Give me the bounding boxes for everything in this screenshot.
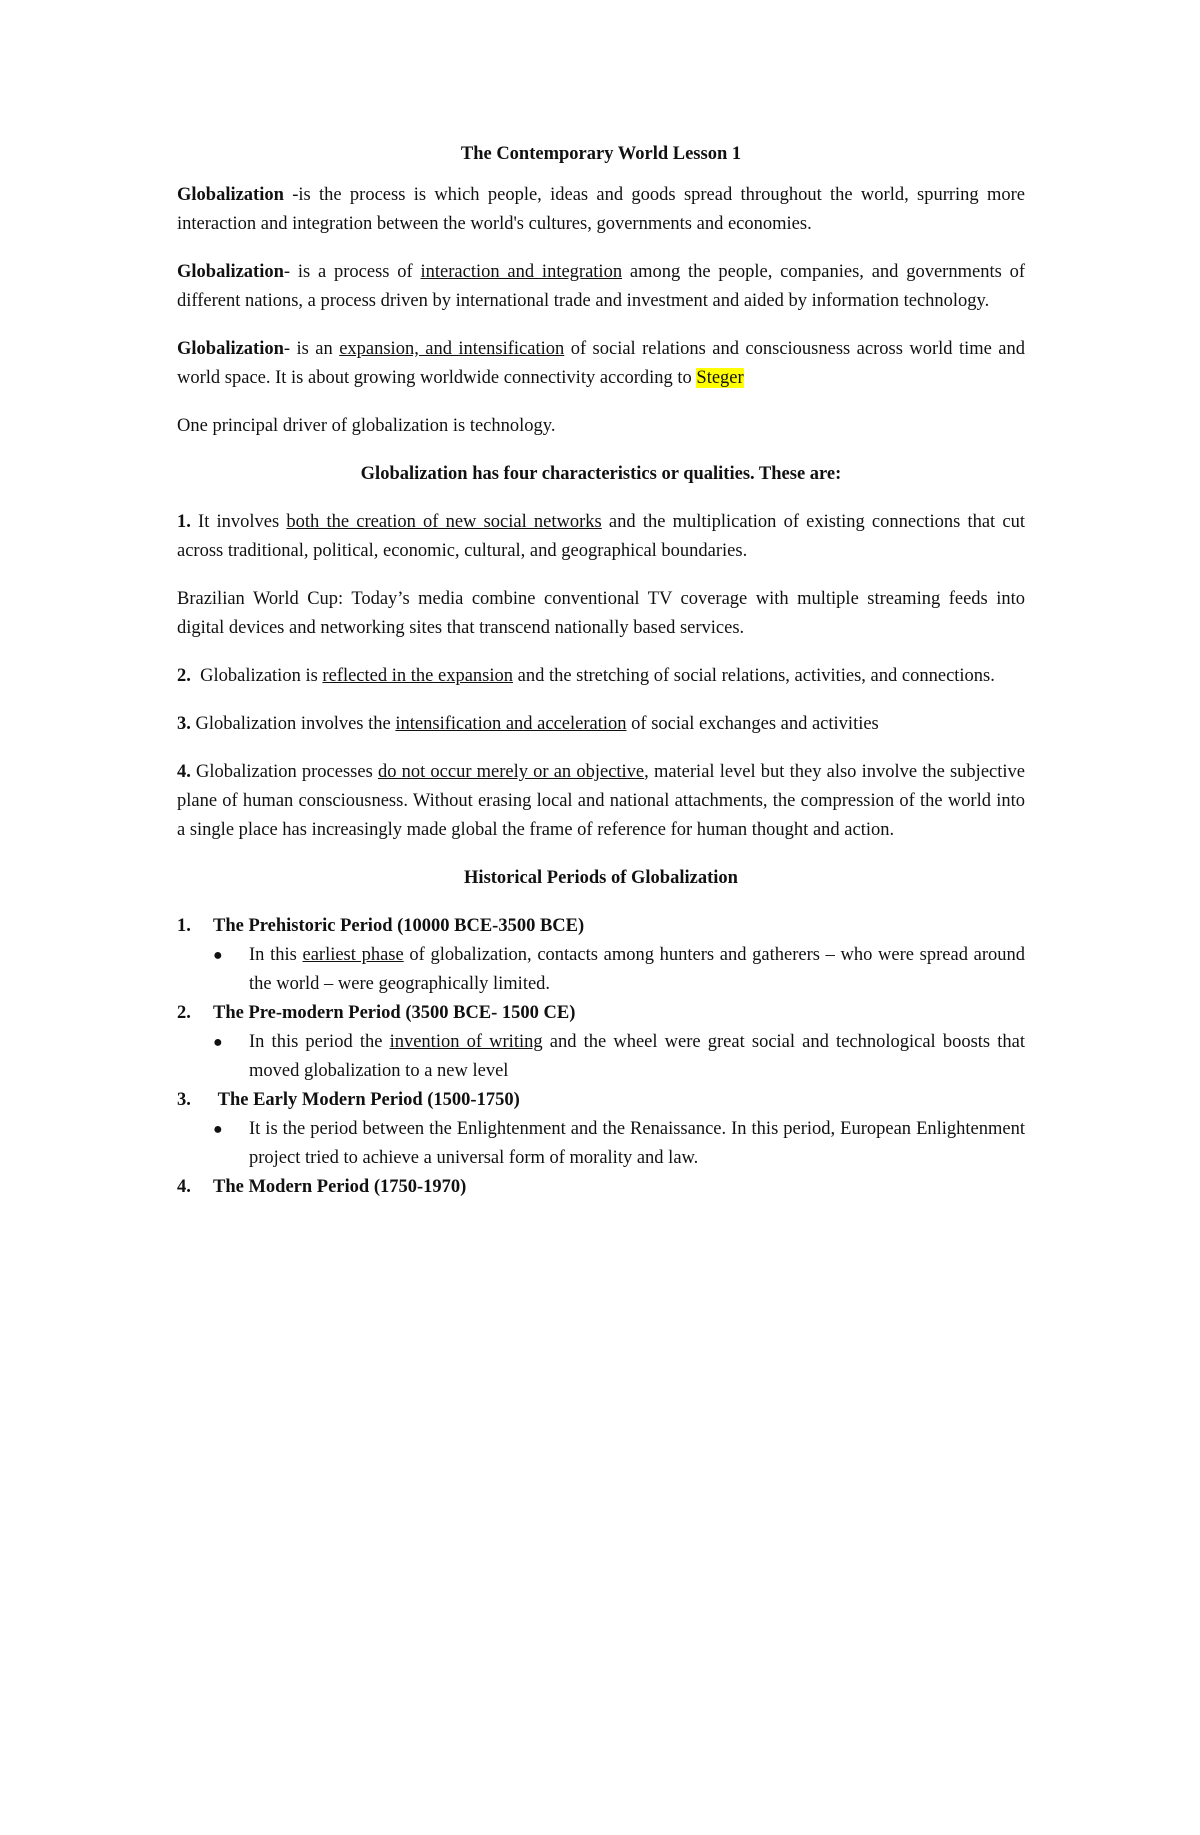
underlined-phrase: invention of writing	[389, 1032, 543, 1052]
underlined-phrase: interaction and integration	[420, 262, 623, 282]
document-page	[177, 140, 1025, 1202]
period-number: 4.	[177, 1177, 191, 1197]
bullet-icon: ●	[213, 1034, 223, 1051]
definition-text: -is the process is which people, ideas and goods spread throughout the world, spurring more interaction and integration between the world's cultures, governments and economies.	[177, 185, 1025, 234]
period-item	[177, 1173, 1025, 1202]
period-title	[177, 1086, 1025, 1115]
characteristic-number: 2.	[177, 666, 191, 686]
period-bullet	[213, 1115, 1025, 1173]
period-bullets	[177, 941, 1025, 999]
period-bullet	[213, 1028, 1025, 1086]
characteristic-number: 4.	[177, 762, 191, 782]
underlined-phrase: expansion, and intensification	[339, 339, 565, 359]
periods-heading: Historical Periods of Globalization	[464, 868, 738, 888]
characteristic-text: It involves	[190, 512, 287, 532]
bullet-text-part: In this	[249, 945, 303, 965]
characteristics-heading: Globalization has four characteristics or qualities. These are:	[360, 464, 842, 484]
characteristic-text: Globalization processes	[190, 762, 378, 782]
definition-term: Globalization	[177, 339, 284, 359]
characteristic-text: of social exchanges and activities	[626, 714, 879, 734]
characteristic-number: 1.	[177, 512, 191, 532]
bullet-text	[249, 941, 1025, 999]
underlined-phrase: both the creation of new social networks	[286, 512, 602, 532]
period-title	[177, 999, 1025, 1028]
period-item	[177, 999, 1025, 1086]
definition-text: - is an	[283, 339, 340, 359]
underlined-phrase: earliest phase	[302, 945, 404, 965]
period-title	[177, 1173, 1025, 1202]
period-bullets	[177, 1028, 1025, 1086]
period-title	[177, 912, 1025, 941]
period-bullet	[213, 941, 1025, 999]
definition-1	[177, 181, 1025, 239]
definition-text: - is a process of	[283, 262, 421, 282]
period-name: The Prehistoric Period (10000 BCE-3500 BCE)	[213, 916, 585, 936]
characteristic-text: Globalization is	[190, 666, 323, 686]
characteristic-4	[177, 758, 1025, 845]
period-number: 3.	[177, 1090, 191, 1110]
definition-term: Globalization	[177, 185, 284, 205]
definition-text: among the people, companies, and governments of different nations, a process driven by international trade and investment and aided by information technology.	[177, 262, 1025, 311]
characteristic-text: Globalization involves the	[190, 714, 396, 734]
characteristic-text: and the multiplication of existing connections that cut across traditional, political, economic, cultural, and geographical boundaries.	[177, 512, 1025, 561]
bullet-icon: ●	[213, 1121, 223, 1138]
world-cup-example: Brazilian World Cup: Today’s media combine conventional TV coverage with multiple streaming feeds into digital devices and networking sites that transcend nationally based services.	[177, 589, 1025, 638]
technology-driver-statement: One principal driver of globalization is technology.	[177, 416, 556, 436]
highlighted-author: Steger	[696, 368, 744, 388]
underlined-phrase: reflected in the expansion	[322, 666, 513, 686]
period-number: 2.	[177, 1003, 191, 1023]
definition-2	[177, 258, 1025, 316]
characteristic-3	[177, 710, 1025, 739]
characteristic-1	[177, 508, 1025, 566]
bullet-text-part: and the wheel were great social and technological boosts that moved globalization to a new level	[249, 1032, 1025, 1081]
historical-periods-list	[177, 912, 1025, 1202]
period-number: 1.	[177, 916, 191, 936]
period-name: The Modern Period (1750-1970)	[213, 1177, 467, 1197]
characteristic-number: 3.	[177, 714, 191, 734]
underlined-phrase: intensification and acceleration	[395, 714, 627, 734]
definition-3	[177, 335, 1025, 393]
period-name: The Pre-modern Period (3500 BCE- 1500 CE)	[213, 1003, 576, 1023]
bullet-text	[249, 1028, 1025, 1086]
document-title: The Contemporary World Lesson 1	[460, 144, 742, 164]
bullet-icon: ●	[213, 947, 223, 964]
period-name: The Early Modern Period (1500-1750)	[213, 1090, 520, 1110]
characteristic-2	[177, 662, 1025, 691]
period-item	[177, 1086, 1025, 1173]
bullet-text-part: It is the period between the Enlightenment and the Renaissance. In this period, European Enlightenment project tried to achieve a universal form of morality and law.	[249, 1119, 1025, 1168]
definition-term: Globalization	[177, 262, 284, 282]
bullet-text-part: In this period the	[249, 1032, 390, 1052]
bullet-text-part: of globalization, contacts among hunters and gatherers – who were spread around the world – were geographically limited.	[249, 945, 1025, 994]
characteristic-text: and the stretching of social relations, activities, and connections.	[513, 666, 995, 686]
bullet-text	[249, 1115, 1025, 1173]
underlined-phrase: do not occur merely or an objective	[377, 762, 645, 782]
period-item	[177, 912, 1025, 999]
characteristic-text: , material level but they also involve the subjective plane of human consciousness. Without erasing local and national attachments, the compression of the world into a single place has increasingly made global the frame of reference for human thought and action.	[177, 762, 1025, 840]
definition-text: of social relations and consciousness across world time and world space. It is about growing worldwide connectivity according to	[177, 339, 1025, 388]
period-bullets	[177, 1115, 1025, 1173]
